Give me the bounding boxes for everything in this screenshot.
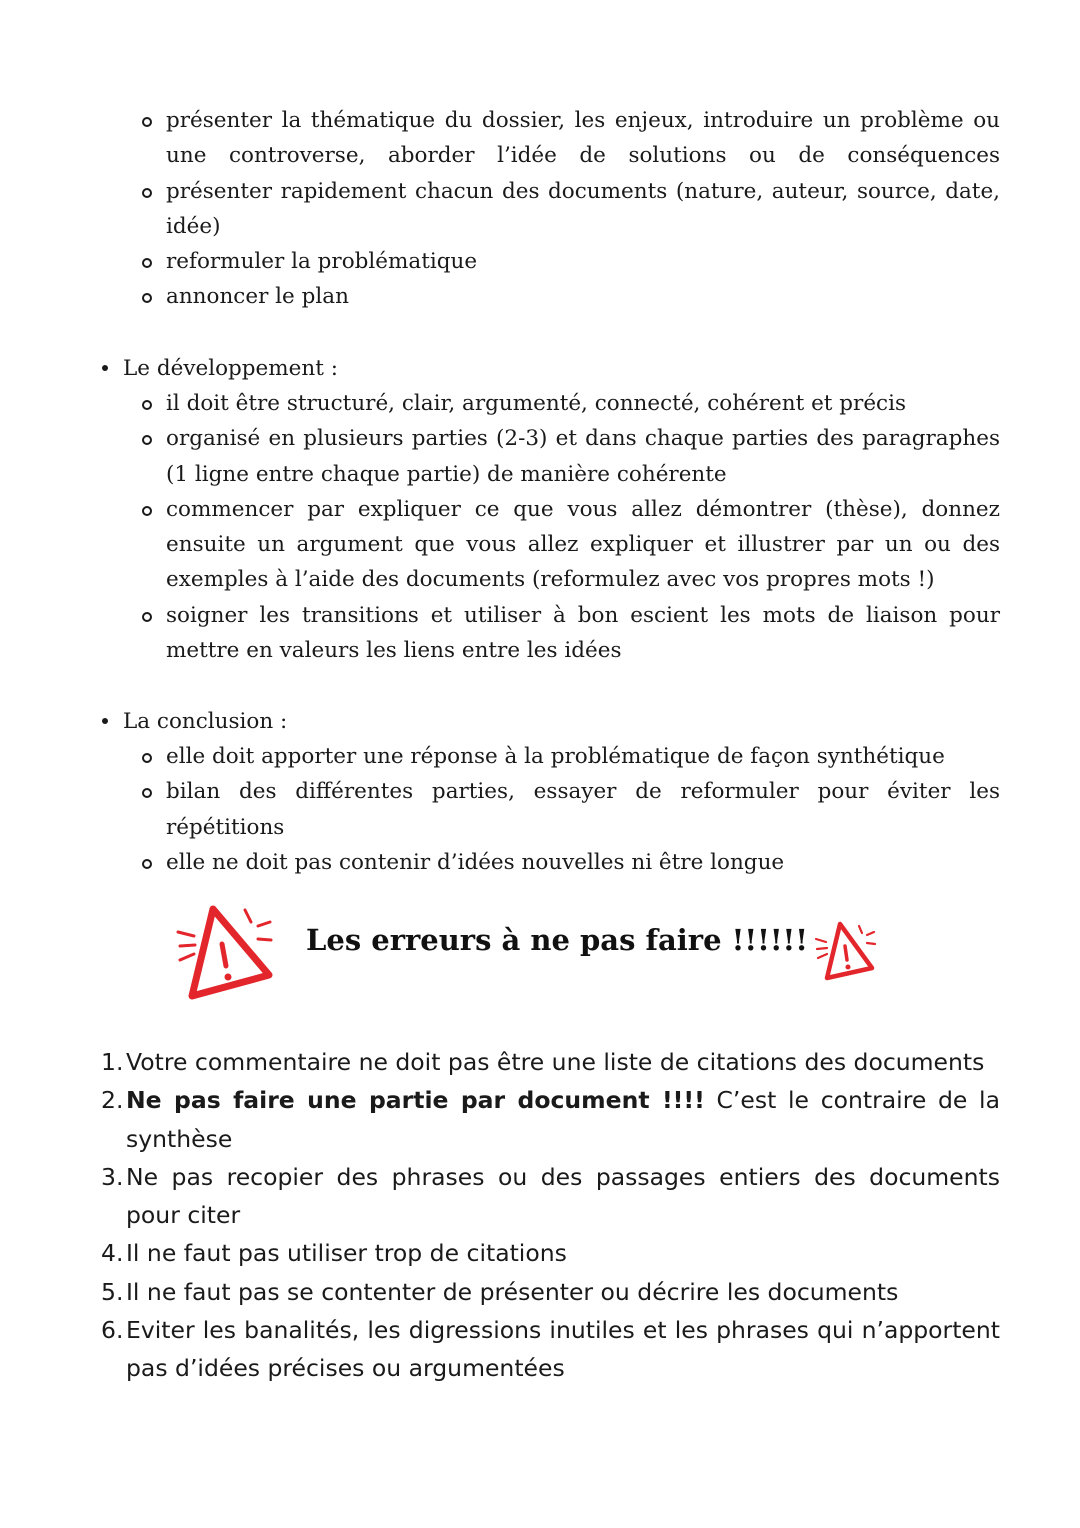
list-item: bilan des différentes parties, essayer de reformuler pour éviter les répétitions bbox=[166, 774, 1000, 845]
list-item: présenter la thématique du dossier, les enjeux, introduire un problème ou une controverse, aborder l’idée de solutions ou de conséquences bbox=[166, 103, 1000, 174]
conclusion-heading: La conclusion : bbox=[123, 704, 287, 739]
list-item: elle ne doit pas contenir d’idées nouvelles ni être longue bbox=[166, 845, 1000, 880]
circle-bullet-icon bbox=[142, 400, 152, 410]
circle-bullet-icon bbox=[142, 612, 152, 622]
circle-bullet-icon bbox=[142, 788, 152, 798]
list-item: 4. Il ne faut pas utiliser trop de citations bbox=[101, 1239, 567, 1268]
list-item: reformuler la problématique bbox=[166, 244, 1000, 279]
circle-bullet-icon bbox=[142, 293, 152, 303]
circle-bullet-icon bbox=[142, 506, 152, 516]
circle-bullet-icon bbox=[142, 117, 152, 127]
list-item: elle doit apporter une réponse à la problématique de façon synthétique bbox=[166, 739, 1000, 774]
development-heading: Le développement : bbox=[123, 351, 338, 386]
emphasis-text: Ne pas faire une partie par document !!!! bbox=[126, 1086, 705, 1115]
list-item: présenter rapidement chacun des documents (nature, auteur, source, date, idée) bbox=[166, 174, 1000, 245]
list-item: organisé en plusieurs parties (2-3) et dans chaque parties des paragraphes (1 ligne entre chaque partie) de manière cohérente bbox=[166, 421, 1000, 492]
warning-title: Les erreurs à ne pas faire !!!!!! bbox=[306, 923, 809, 957]
warning-triangle-icon bbox=[812, 918, 878, 984]
list-item: 2. Ne pas faire une partie par document !!!! C’est le contraire de la synthèse bbox=[101, 1086, 1000, 1153]
development-list bbox=[166, 386, 1000, 668]
conclusion-list bbox=[166, 739, 1000, 880]
list-item: soigner les transitions et utiliser à bon escient les mots de liaison pour mettre en valeurs les liens entre les idées bbox=[166, 598, 1000, 669]
list-item: annoncer le plan bbox=[166, 279, 1000, 314]
list-item: commencer par expliquer ce que vous allez démontrer (thèse), donnez ensuite un argument que vous allez expliquer et illustrer par un ou des exemples à l’aide des documents (reformulez avec vos propres mots !) bbox=[166, 492, 1000, 598]
warning-triangle-icon bbox=[172, 902, 278, 1004]
intro-list bbox=[166, 103, 1000, 315]
circle-bullet-icon bbox=[142, 258, 152, 268]
list-item: 6. Eviter les banalités, les digressions inutiles et les phrases qui n’apportent pas d’idées précises ou argumentées bbox=[101, 1316, 1000, 1383]
circle-bullet-icon bbox=[142, 435, 152, 445]
bullet-icon bbox=[102, 365, 108, 371]
circle-bullet-icon bbox=[142, 859, 152, 869]
circle-bullet-icon bbox=[142, 753, 152, 763]
errors-list bbox=[101, 1043, 1000, 1388]
list-item: 1. Votre commentaire ne doit pas être une liste de citations des documents bbox=[101, 1048, 985, 1076]
circle-bullet-icon bbox=[142, 188, 152, 198]
list-item: il doit être structuré, clair, argumenté, connecté, cohérent et précis bbox=[166, 386, 1000, 421]
list-item: 5. Il ne faut pas se contenter de présenter ou décrire les documents bbox=[101, 1277, 899, 1306]
bullet-icon bbox=[102, 718, 108, 724]
list-item: 3. Ne pas recopier des phrases ou des passages entiers des documents pour citer bbox=[101, 1162, 1000, 1230]
